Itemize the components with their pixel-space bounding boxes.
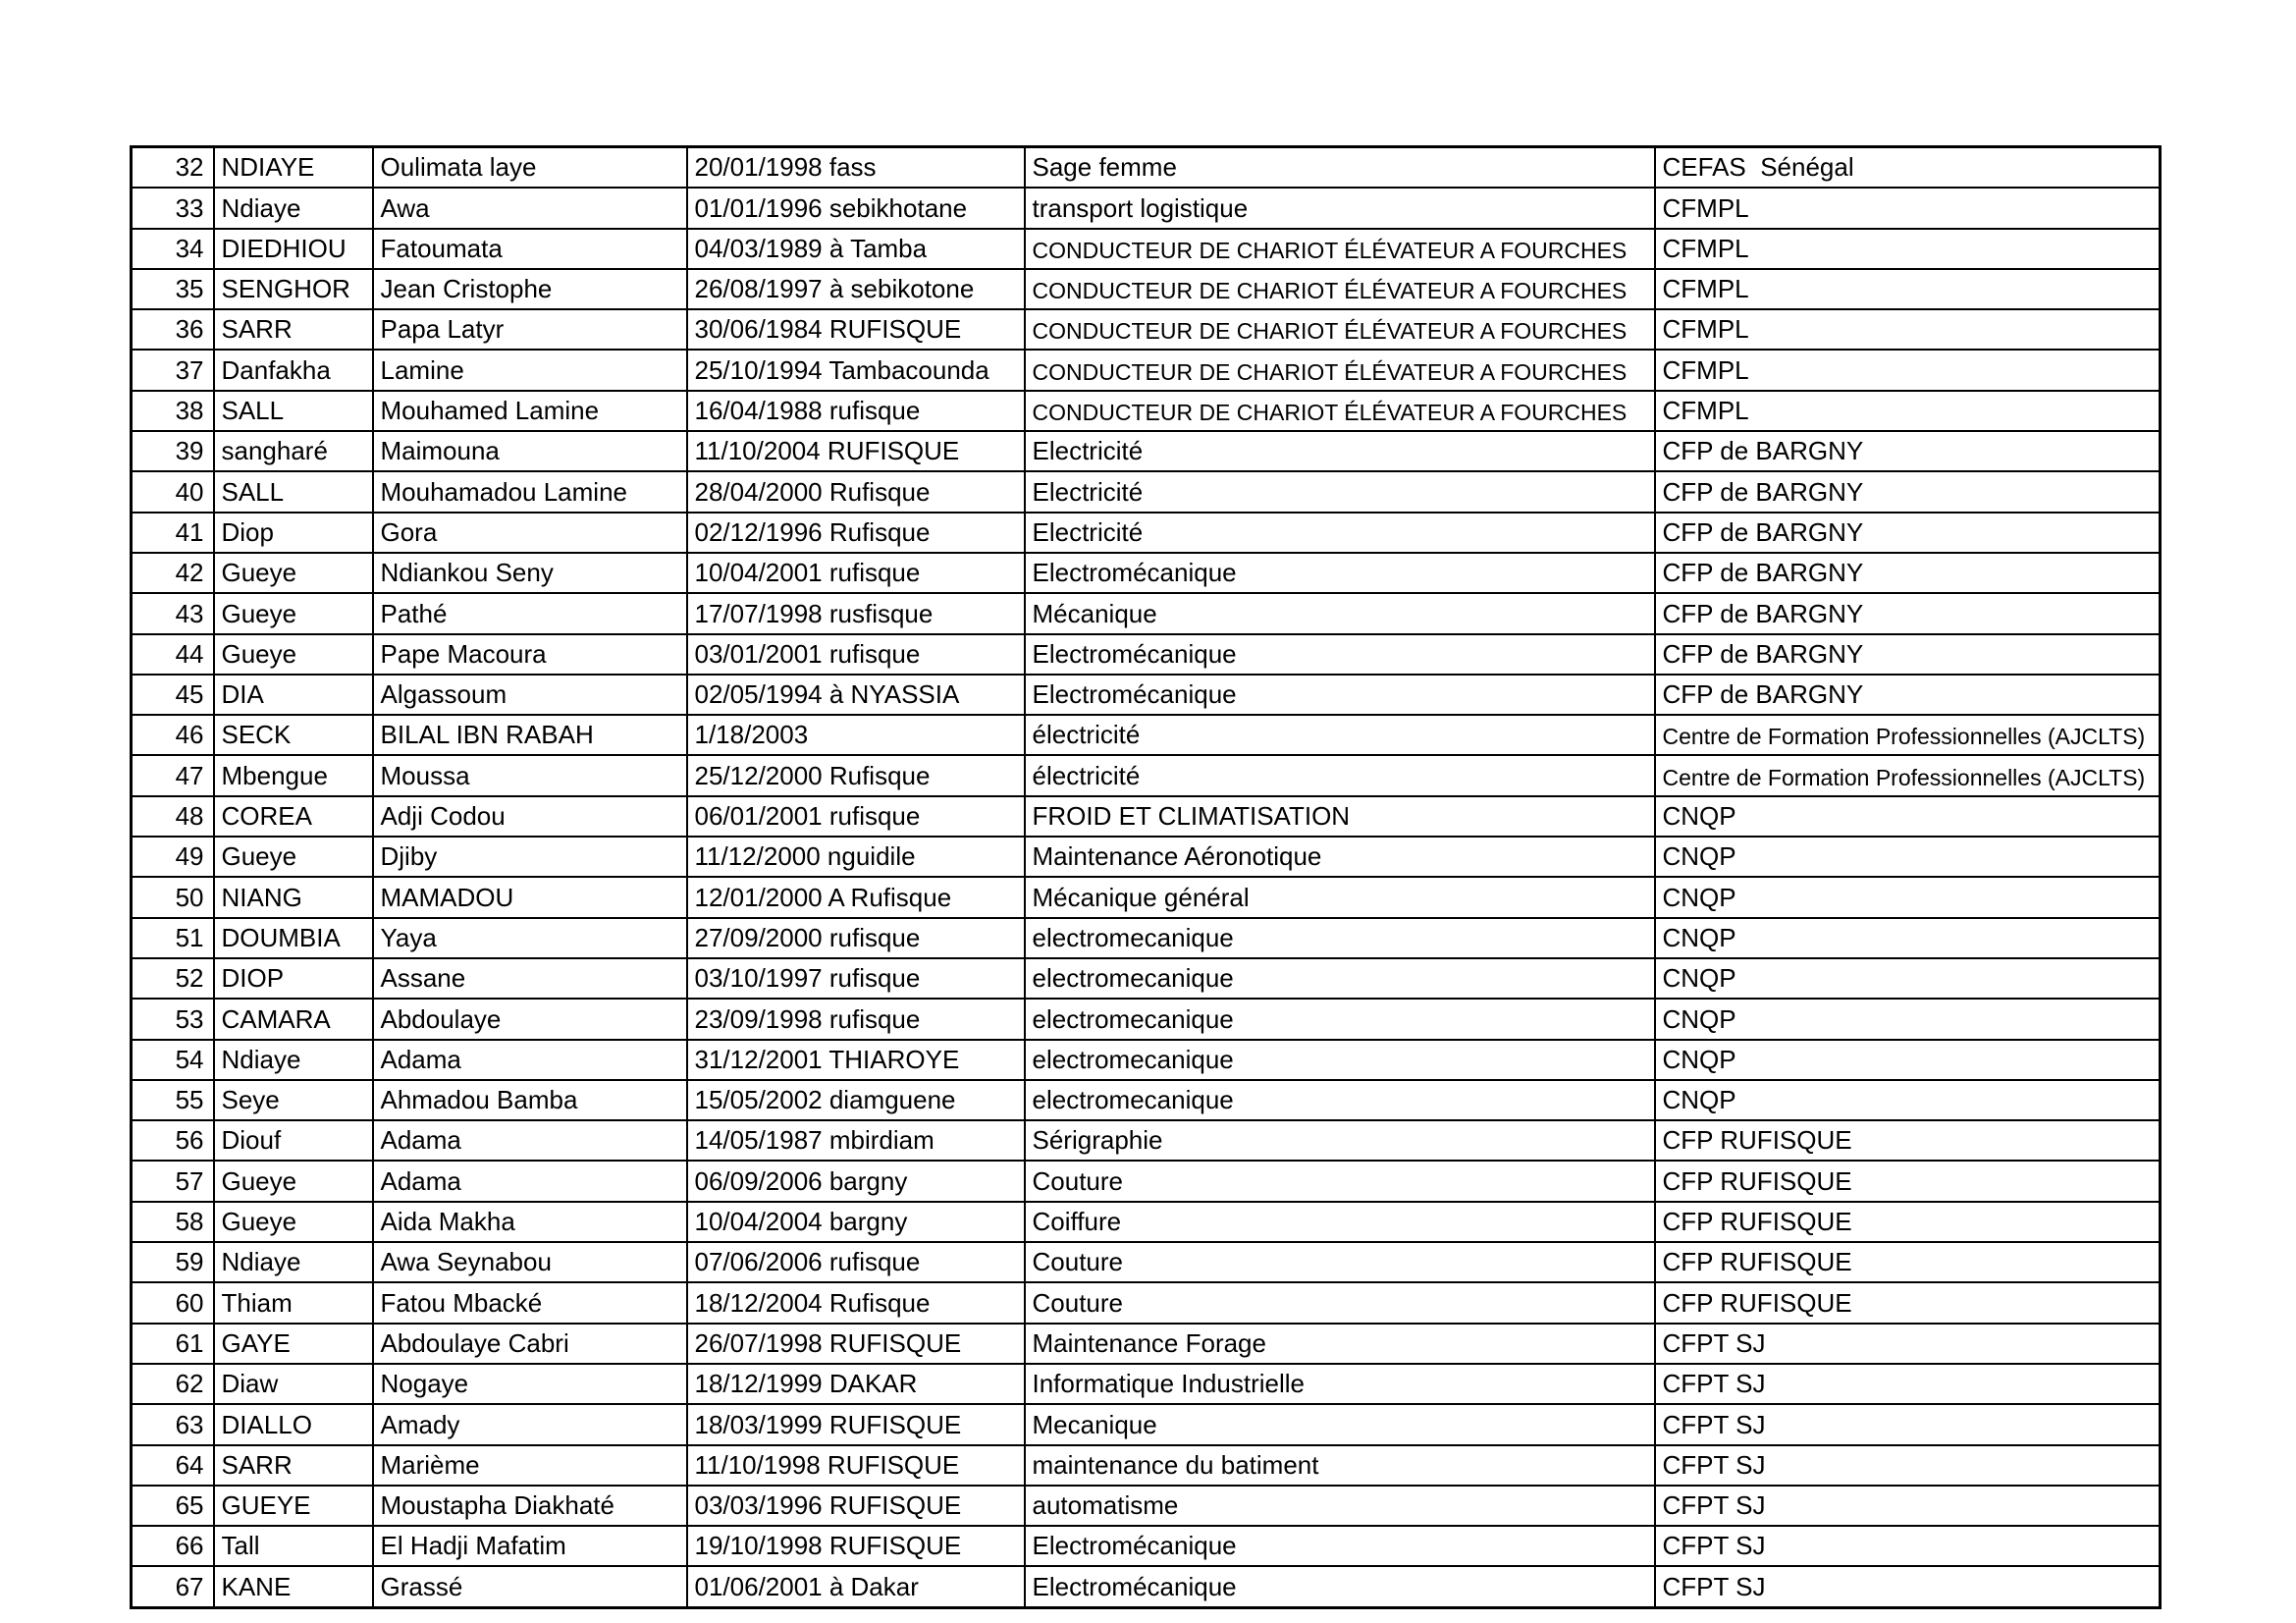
- row-number-cell: 41: [132, 513, 214, 553]
- last-name-cell: Gueye: [214, 593, 373, 633]
- last-name-cell: SECK: [214, 715, 373, 755]
- table-row: [132, 593, 2161, 633]
- birth-date-place-cell: 27/09/2000 rufisque: [687, 918, 1025, 958]
- training-center-cell: CFP RUFISQUE: [1655, 1120, 2161, 1161]
- table-row: [132, 471, 2161, 512]
- row-number-cell: 58: [132, 1202, 214, 1242]
- first-name-cell: Adji Codou: [373, 796, 687, 837]
- last-name-cell: CAMARA: [214, 999, 373, 1039]
- last-name-cell: NIANG: [214, 877, 373, 917]
- last-name-cell: SALL: [214, 391, 373, 431]
- table-row: [132, 1120, 2161, 1161]
- last-name-cell: DIEDHIOU: [214, 229, 373, 269]
- first-name-cell: Moustapha Diakhaté: [373, 1486, 687, 1526]
- specialty-cell: Electromécanique: [1025, 1566, 1655, 1607]
- training-center-cell: CFP de BARGNY: [1655, 553, 2161, 593]
- specialty-cell: electromecanique: [1025, 999, 1655, 1039]
- birth-date-place-cell: 17/07/1998 rusfisque: [687, 593, 1025, 633]
- training-center-cell: CNQP: [1655, 1080, 2161, 1120]
- table-row: [132, 1040, 2161, 1080]
- last-name-cell: Mbengue: [214, 755, 373, 795]
- last-name-cell: Danfakha: [214, 350, 373, 390]
- last-name-cell: KANE: [214, 1566, 373, 1607]
- table-row: [132, 634, 2161, 675]
- last-name-cell: COREA: [214, 796, 373, 837]
- specialty-cell: Informatique Industrielle: [1025, 1364, 1655, 1404]
- birth-date-place-cell: 10/04/2001 rufisque: [687, 553, 1025, 593]
- first-name-cell: Aida Makha: [373, 1202, 687, 1242]
- specialty-cell: Sage femme: [1025, 147, 1655, 189]
- last-name-cell: DIOP: [214, 958, 373, 999]
- birth-date-place-cell: 07/06/2006 rufisque: [687, 1242, 1025, 1282]
- table-row: [132, 1404, 2161, 1444]
- specialty-cell: Electricité: [1025, 513, 1655, 553]
- student-roster-table: [130, 145, 2162, 1609]
- first-name-cell: Mouhamadou Lamine: [373, 471, 687, 512]
- specialty-cell: Maintenance Forage: [1025, 1324, 1655, 1364]
- last-name-cell: GUEYE: [214, 1486, 373, 1526]
- specialty-cell: CONDUCTEUR DE CHARIOT ÉLÉVATEUR A FOURCHES: [1025, 391, 1655, 431]
- row-number-cell: 59: [132, 1242, 214, 1282]
- training-center-cell: CFP de BARGNY: [1655, 471, 2161, 512]
- last-name-cell: NDIAYE: [214, 147, 373, 189]
- last-name-cell: Diop: [214, 513, 373, 553]
- training-center-cell: CFMPL: [1655, 309, 2161, 350]
- first-name-cell: Abdoulaye Cabri: [373, 1324, 687, 1364]
- last-name-cell: Gueye: [214, 1202, 373, 1242]
- table-row: [132, 796, 2161, 837]
- row-number-cell: 46: [132, 715, 214, 755]
- row-number-cell: 51: [132, 918, 214, 958]
- birth-date-place-cell: 25/12/2000 Rufisque: [687, 755, 1025, 795]
- birth-date-place-cell: 06/01/2001 rufisque: [687, 796, 1025, 837]
- training-center-cell: CFP RUFISQUE: [1655, 1282, 2161, 1323]
- last-name-cell: DIA: [214, 675, 373, 715]
- birth-date-place-cell: 01/06/2001 à Dakar: [687, 1566, 1025, 1607]
- row-number-cell: 34: [132, 229, 214, 269]
- table-row: [132, 1364, 2161, 1404]
- specialty-cell: electromecanique: [1025, 958, 1655, 999]
- first-name-cell: Marième: [373, 1445, 687, 1486]
- first-name-cell: Abdoulaye: [373, 999, 687, 1039]
- table-row: [132, 1486, 2161, 1526]
- specialty-cell: Sérigraphie: [1025, 1120, 1655, 1161]
- birth-date-place-cell: 01/01/1996 sebikhotane: [687, 188, 1025, 228]
- training-center-cell: CEFAS Sénégal: [1655, 147, 2161, 189]
- specialty-cell: maintenance du batiment: [1025, 1445, 1655, 1486]
- first-name-cell: Algassoum: [373, 675, 687, 715]
- last-name-cell: SENGHOR: [214, 269, 373, 309]
- specialty-cell: Couture: [1025, 1282, 1655, 1323]
- training-center-cell: CFMPL: [1655, 269, 2161, 309]
- row-number-cell: 64: [132, 1445, 214, 1486]
- training-center-cell: CFP de BARGNY: [1655, 675, 2161, 715]
- last-name-cell: sangharé: [214, 431, 373, 471]
- row-number-cell: 61: [132, 1324, 214, 1364]
- row-number-cell: 45: [132, 675, 214, 715]
- training-center-cell: CNQP: [1655, 958, 2161, 999]
- last-name-cell: Ndiaye: [214, 188, 373, 228]
- birth-date-place-cell: 03/10/1997 rufisque: [687, 958, 1025, 999]
- row-number-cell: 48: [132, 796, 214, 837]
- first-name-cell: Assane: [373, 958, 687, 999]
- training-center-cell: CNQP: [1655, 796, 2161, 837]
- training-center-cell: CFMPL: [1655, 350, 2161, 390]
- table-row: [132, 958, 2161, 999]
- table-row: [132, 715, 2161, 755]
- birth-date-place-cell: 26/07/1998 RUFISQUE: [687, 1324, 1025, 1364]
- training-center-cell: CFPT SJ: [1655, 1404, 2161, 1444]
- training-center-cell: CFPT SJ: [1655, 1566, 2161, 1607]
- birth-date-place-cell: 20/01/1998 fass: [687, 147, 1025, 189]
- specialty-cell: CONDUCTEUR DE CHARIOT ÉLÉVATEUR A FOURCHES: [1025, 229, 1655, 269]
- specialty-cell: Mécanique général: [1025, 877, 1655, 917]
- birth-date-place-cell: 30/06/1984 RUFISQUE: [687, 309, 1025, 350]
- birth-date-place-cell: 1/18/2003: [687, 715, 1025, 755]
- first-name-cell: Moussa: [373, 755, 687, 795]
- training-center-cell: CFPT SJ: [1655, 1445, 2161, 1486]
- training-center-cell: CNQP: [1655, 837, 2161, 877]
- birth-date-place-cell: 10/04/2004 bargny: [687, 1202, 1025, 1242]
- first-name-cell: BILAL IBN RABAH: [373, 715, 687, 755]
- last-name-cell: Gueye: [214, 634, 373, 675]
- training-center-cell: CFPT SJ: [1655, 1324, 2161, 1364]
- specialty-cell: Couture: [1025, 1161, 1655, 1201]
- training-center-cell: CNQP: [1655, 918, 2161, 958]
- training-center-cell: Centre de Formation Professionnelles (AJCLTS): [1655, 755, 2161, 795]
- training-center-cell: CFP RUFISQUE: [1655, 1202, 2161, 1242]
- training-center-cell: CFP de BARGNY: [1655, 513, 2161, 553]
- table-row: [132, 350, 2161, 390]
- training-center-cell: CFPT SJ: [1655, 1526, 2161, 1566]
- table-row: [132, 918, 2161, 958]
- first-name-cell: Oulimata laye: [373, 147, 687, 189]
- specialty-cell: Coiffure: [1025, 1202, 1655, 1242]
- last-name-cell: Ndiaye: [214, 1040, 373, 1080]
- first-name-cell: Adama: [373, 1040, 687, 1080]
- table-row: [132, 1080, 2161, 1120]
- row-number-cell: 60: [132, 1282, 214, 1323]
- specialty-cell: CONDUCTEUR DE CHARIOT ÉLÉVATEUR A FOURCHES: [1025, 269, 1655, 309]
- row-number-cell: 39: [132, 431, 214, 471]
- last-name-cell: SARR: [214, 1445, 373, 1486]
- first-name-cell: Fatoumata: [373, 229, 687, 269]
- first-name-cell: Nogaye: [373, 1364, 687, 1404]
- specialty-cell: Electromécanique: [1025, 1526, 1655, 1566]
- row-number-cell: 47: [132, 755, 214, 795]
- specialty-cell: Electricité: [1025, 471, 1655, 512]
- training-center-cell: CFPT SJ: [1655, 1486, 2161, 1526]
- birth-date-place-cell: 03/03/1996 RUFISQUE: [687, 1486, 1025, 1526]
- specialty-cell: transport logistique: [1025, 188, 1655, 228]
- first-name-cell: Ndiankou Seny: [373, 553, 687, 593]
- row-number-cell: 50: [132, 877, 214, 917]
- birth-date-place-cell: 16/04/1988 rufisque: [687, 391, 1025, 431]
- first-name-cell: Awa Seynabou: [373, 1242, 687, 1282]
- birth-date-place-cell: 31/12/2001 THIAROYE: [687, 1040, 1025, 1080]
- table-row: [132, 309, 2161, 350]
- first-name-cell: Lamine: [373, 350, 687, 390]
- table-row: [132, 1161, 2161, 1201]
- first-name-cell: Adama: [373, 1120, 687, 1161]
- first-name-cell: Pape Macoura: [373, 634, 687, 675]
- birth-date-place-cell: 18/03/1999 RUFISQUE: [687, 1404, 1025, 1444]
- birth-date-place-cell: 11/10/1998 RUFISQUE: [687, 1445, 1025, 1486]
- last-name-cell: DIALLO: [214, 1404, 373, 1444]
- specialty-cell: Electricité: [1025, 431, 1655, 471]
- table-row: [132, 188, 2161, 228]
- specialty-cell: Electromécanique: [1025, 634, 1655, 675]
- row-number-cell: 40: [132, 471, 214, 512]
- row-number-cell: 38: [132, 391, 214, 431]
- table-row: [132, 1242, 2161, 1282]
- row-number-cell: 63: [132, 1404, 214, 1444]
- birth-date-place-cell: 03/01/2001 rufisque: [687, 634, 1025, 675]
- row-number-cell: 36: [132, 309, 214, 350]
- table-row: [132, 999, 2161, 1039]
- table-row: [132, 675, 2161, 715]
- last-name-cell: SALL: [214, 471, 373, 512]
- last-name-cell: SARR: [214, 309, 373, 350]
- training-center-cell: Centre de Formation Professionnelles (AJCLTS): [1655, 715, 2161, 755]
- last-name-cell: Ndiaye: [214, 1242, 373, 1282]
- specialty-cell: électricité: [1025, 715, 1655, 755]
- last-name-cell: Tall: [214, 1526, 373, 1566]
- birth-date-place-cell: 11/10/2004 RUFISQUE: [687, 431, 1025, 471]
- table-row: [132, 1566, 2161, 1607]
- row-number-cell: 54: [132, 1040, 214, 1080]
- last-name-cell: Gueye: [214, 1161, 373, 1201]
- table-row: [132, 1324, 2161, 1364]
- birth-date-place-cell: 04/03/1989 à Tamba: [687, 229, 1025, 269]
- row-number-cell: 52: [132, 958, 214, 999]
- first-name-cell: Pathé: [373, 593, 687, 633]
- specialty-cell: FROID ET CLIMATISATION: [1025, 796, 1655, 837]
- specialty-cell: CONDUCTEUR DE CHARIOT ÉLÉVATEUR A FOURCHES: [1025, 309, 1655, 350]
- row-number-cell: 37: [132, 350, 214, 390]
- table-row: [132, 391, 2161, 431]
- training-center-cell: CFMPL: [1655, 391, 2161, 431]
- training-center-cell: CFMPL: [1655, 229, 2161, 269]
- table-row: [132, 877, 2161, 917]
- training-center-cell: CFP de BARGNY: [1655, 431, 2161, 471]
- birth-date-place-cell: 19/10/1998 RUFISQUE: [687, 1526, 1025, 1566]
- row-number-cell: 43: [132, 593, 214, 633]
- table-row: [132, 1282, 2161, 1323]
- birth-date-place-cell: 25/10/1994 Tambacounda: [687, 350, 1025, 390]
- last-name-cell: DOUMBIA: [214, 918, 373, 958]
- first-name-cell: MAMADOU: [373, 877, 687, 917]
- specialty-cell: électricité: [1025, 755, 1655, 795]
- first-name-cell: Maimouna: [373, 431, 687, 471]
- birth-date-place-cell: 26/08/1997 à sebikotone: [687, 269, 1025, 309]
- row-number-cell: 49: [132, 837, 214, 877]
- first-name-cell: Adama: [373, 1161, 687, 1201]
- row-number-cell: 67: [132, 1566, 214, 1607]
- table-row: [132, 269, 2161, 309]
- row-number-cell: 33: [132, 188, 214, 228]
- last-name-cell: Thiam: [214, 1282, 373, 1323]
- last-name-cell: Diaw: [214, 1364, 373, 1404]
- row-number-cell: 66: [132, 1526, 214, 1566]
- first-name-cell: Gora: [373, 513, 687, 553]
- last-name-cell: Gueye: [214, 553, 373, 593]
- birth-date-place-cell: 12/01/2000 A Rufisque: [687, 877, 1025, 917]
- first-name-cell: Grassé: [373, 1566, 687, 1607]
- table-row: [132, 431, 2161, 471]
- training-center-cell: CNQP: [1655, 1040, 2161, 1080]
- birth-date-place-cell: 02/12/1996 Rufisque: [687, 513, 1025, 553]
- training-center-cell: CFP de BARGNY: [1655, 634, 2161, 675]
- first-name-cell: Fatou Mbacké: [373, 1282, 687, 1323]
- training-center-cell: CFP RUFISQUE: [1655, 1242, 2161, 1282]
- row-number-cell: 42: [132, 553, 214, 593]
- first-name-cell: Amady: [373, 1404, 687, 1444]
- row-number-cell: 62: [132, 1364, 214, 1404]
- last-name-cell: Gueye: [214, 837, 373, 877]
- first-name-cell: Yaya: [373, 918, 687, 958]
- birth-date-place-cell: 23/09/1998 rufisque: [687, 999, 1025, 1039]
- specialty-cell: Mécanique: [1025, 593, 1655, 633]
- training-center-cell: CNQP: [1655, 877, 2161, 917]
- table-row: [132, 1202, 2161, 1242]
- row-number-cell: 35: [132, 269, 214, 309]
- last-name-cell: Diouf: [214, 1120, 373, 1161]
- specialty-cell: Electromécanique: [1025, 675, 1655, 715]
- specialty-cell: electromecanique: [1025, 1080, 1655, 1120]
- table-row: [132, 1526, 2161, 1566]
- row-number-cell: 56: [132, 1120, 214, 1161]
- specialty-cell: electromecanique: [1025, 1040, 1655, 1080]
- table-row: [132, 229, 2161, 269]
- training-center-cell: CFP RUFISQUE: [1655, 1161, 2161, 1201]
- first-name-cell: Papa Latyr: [373, 309, 687, 350]
- first-name-cell: Djiby: [373, 837, 687, 877]
- birth-date-place-cell: 06/09/2006 bargny: [687, 1161, 1025, 1201]
- row-number-cell: 57: [132, 1161, 214, 1201]
- row-number-cell: 65: [132, 1486, 214, 1526]
- birth-date-place-cell: 15/05/2002 diamguene: [687, 1080, 1025, 1120]
- birth-date-place-cell: 14/05/1987 mbirdiam: [687, 1120, 1025, 1161]
- first-name-cell: Jean Cristophe: [373, 269, 687, 309]
- last-name-cell: Seye: [214, 1080, 373, 1120]
- roster-body: [132, 147, 2161, 1608]
- row-number-cell: 53: [132, 999, 214, 1039]
- first-name-cell: Ahmadou Bamba: [373, 1080, 687, 1120]
- birth-date-place-cell: 18/12/1999 DAKAR: [687, 1364, 1025, 1404]
- training-center-cell: CFMPL: [1655, 188, 2161, 228]
- table-row: [132, 147, 2161, 189]
- first-name-cell: Mouhamed Lamine: [373, 391, 687, 431]
- specialty-cell: CONDUCTEUR DE CHARIOT ÉLÉVATEUR A FOURCHES: [1025, 350, 1655, 390]
- table-row: [132, 513, 2161, 553]
- specialty-cell: Mecanique: [1025, 1404, 1655, 1444]
- specialty-cell: electromecanique: [1025, 918, 1655, 958]
- last-name-cell: GAYE: [214, 1324, 373, 1364]
- specialty-cell: Couture: [1025, 1242, 1655, 1282]
- birth-date-place-cell: 18/12/2004 Rufisque: [687, 1282, 1025, 1323]
- training-center-cell: CFP de BARGNY: [1655, 593, 2161, 633]
- training-center-cell: CNQP: [1655, 999, 2161, 1039]
- specialty-cell: Maintenance Aéronotique: [1025, 837, 1655, 877]
- birth-date-place-cell: 28/04/2000 Rufisque: [687, 471, 1025, 512]
- specialty-cell: automatisme: [1025, 1486, 1655, 1526]
- birth-date-place-cell: 11/12/2000 nguidile: [687, 837, 1025, 877]
- birth-date-place-cell: 02/05/1994 à NYASSIA: [687, 675, 1025, 715]
- row-number-cell: 32: [132, 147, 214, 189]
- training-center-cell: CFPT SJ: [1655, 1364, 2161, 1404]
- first-name-cell: Awa: [373, 188, 687, 228]
- row-number-cell: 44: [132, 634, 214, 675]
- table-row: [132, 1445, 2161, 1486]
- row-number-cell: 55: [132, 1080, 214, 1120]
- table-row: [132, 553, 2161, 593]
- table-row: [132, 837, 2161, 877]
- table-row: [132, 755, 2161, 795]
- first-name-cell: El Hadji Mafatim: [373, 1526, 687, 1566]
- specialty-cell: Electromécanique: [1025, 553, 1655, 593]
